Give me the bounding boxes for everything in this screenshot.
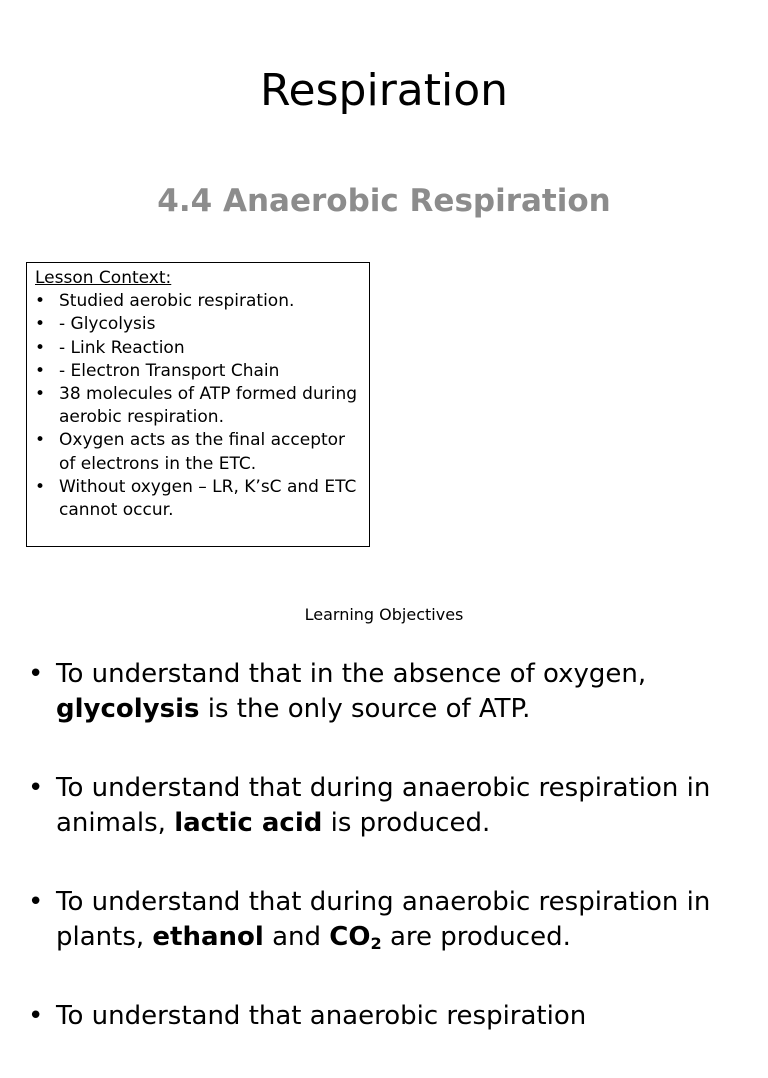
objective-text: To understand that during anaerobic respiration in animals,: [56, 773, 711, 838]
lesson-context-item-text: - Glycolysis: [59, 314, 156, 335]
lesson-context-item: [35, 290, 365, 313]
bullet-icon: •: [28, 773, 44, 803]
objective-keyword: lactic acid: [174, 808, 323, 838]
subscript-number: 2: [370, 934, 382, 954]
objective-text: To understand that anaerobic respiration: [56, 1001, 587, 1031]
lesson-context-item: [35, 337, 365, 360]
objective-item: [28, 999, 748, 1034]
lesson-context-item-text: - Electron Transport Chain: [59, 360, 280, 381]
objective-text: To understand that during anaerobic respiration in plants,: [56, 887, 711, 952]
objective-item: [28, 657, 748, 727]
objective-text: is produced.: [322, 808, 491, 838]
lesson-context-item-text: - Link Reaction: [59, 337, 185, 358]
bullet-icon: •: [35, 384, 46, 405]
lesson-context-item: [35, 313, 365, 336]
lesson-context-item-text: Studied aerobic respiration.: [59, 291, 295, 312]
objective-item: [28, 771, 748, 841]
bullet-icon: •: [28, 659, 44, 689]
lesson-context-item-text: 38 molecules of ATP formed during aerobic respiration.: [59, 384, 358, 428]
objective-text: is the only source of ATP.: [199, 694, 531, 724]
objective-text: and: [263, 922, 330, 952]
slide-title: Respiration: [259, 65, 509, 116]
lesson-context-item: [35, 360, 365, 383]
lesson-context-item-text: Oxygen acts as the final acceptor of electrons in the ETC.: [59, 430, 346, 474]
lesson-context-list: [35, 290, 365, 522]
objective-text: are produced.: [381, 922, 571, 952]
bullet-icon: •: [35, 291, 46, 312]
objective-keyword: CO: [329, 922, 371, 952]
bullet-icon: •: [35, 360, 46, 381]
learning-objectives-heading: Learning Objectives: [304, 605, 464, 624]
lesson-context-item: [35, 383, 365, 429]
bullet-icon: •: [35, 430, 46, 451]
bullet-icon: •: [28, 1001, 44, 1031]
objective-item: [28, 885, 748, 955]
lesson-context-box: [26, 262, 370, 547]
lesson-context-heading: Lesson Context:: [35, 268, 172, 288]
bullet-icon: •: [35, 337, 46, 358]
bullet-icon: •: [35, 476, 46, 497]
learning-objectives-list: [28, 657, 748, 1078]
lesson-context-item-text: Without oxygen – LR, K’sC and ETC cannot occur.: [59, 476, 357, 521]
objective-keyword: glycolysis: [56, 694, 200, 724]
slide-subtitle: 4.4 Anaerobic Respiration: [157, 183, 611, 219]
lesson-context-item: [35, 476, 365, 522]
bullet-icon: •: [28, 887, 44, 917]
bullet-icon: •: [35, 314, 46, 335]
objective-text: To understand that in the absence of oxygen,: [56, 659, 647, 689]
objective-keyword: ethanol: [152, 922, 264, 952]
lesson-context-item: [35, 429, 365, 475]
